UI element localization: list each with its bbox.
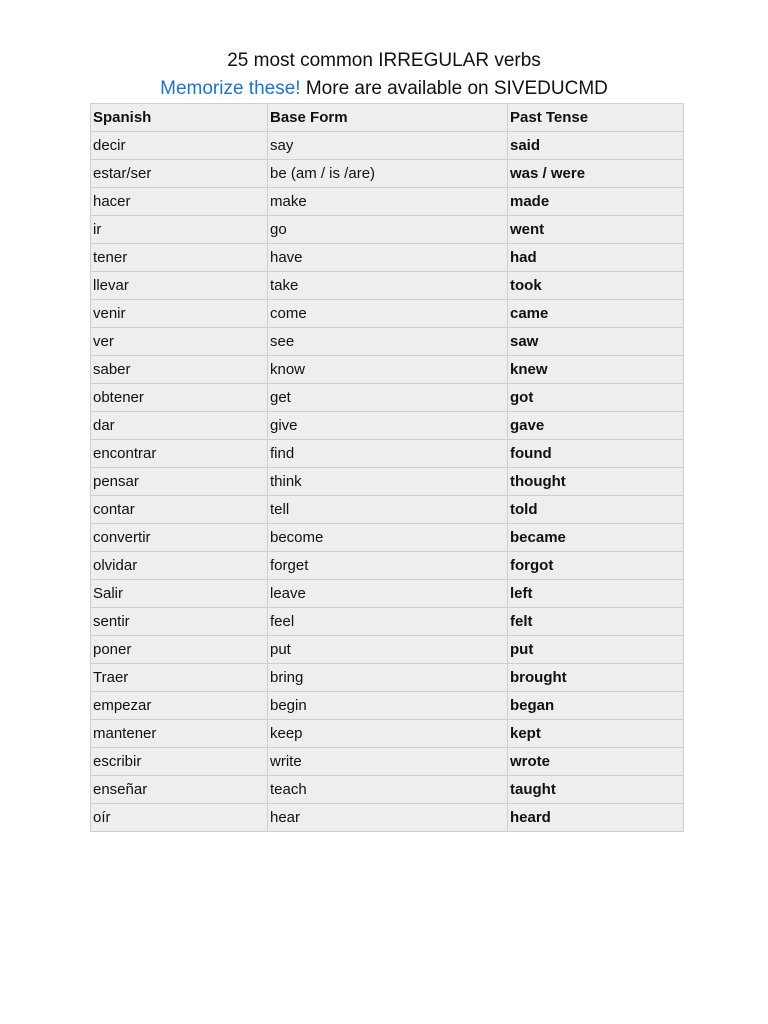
- base-form-cell: begin: [268, 692, 508, 720]
- page-title: 25 most common IRREGULAR verbs: [227, 50, 541, 71]
- table-row: [91, 748, 684, 776]
- base-form-cell: keep: [268, 720, 508, 748]
- spanish-cell: ver: [91, 328, 268, 356]
- table-row: [91, 300, 684, 328]
- table-row: [91, 468, 684, 496]
- table-header-row: [91, 104, 684, 132]
- past-tense-cell: kept: [508, 720, 684, 748]
- base-form-cell: teach: [268, 776, 508, 804]
- spanish-cell: contar: [91, 496, 268, 524]
- past-tense-cell: wrote: [508, 748, 684, 776]
- base-form-cell: give: [268, 412, 508, 440]
- spanish-cell: llevar: [91, 272, 268, 300]
- spanish-cell: venir: [91, 300, 268, 328]
- spanish-cell: empezar: [91, 692, 268, 720]
- base-form-cell: think: [268, 468, 508, 496]
- base-form-cell: be (am / is /are): [268, 160, 508, 188]
- past-tense-cell: heard: [508, 804, 684, 832]
- verbs-table: [90, 103, 684, 832]
- base-form-cell: bring: [268, 664, 508, 692]
- spanish-cell: convertir: [91, 524, 268, 552]
- table-row: [91, 412, 684, 440]
- spanish-cell: enseñar: [91, 776, 268, 804]
- spanish-cell: poner: [91, 636, 268, 664]
- table-row: [91, 160, 684, 188]
- table-row: [91, 188, 684, 216]
- page-subtitle: [0, 76, 768, 102]
- spanish-cell: ir: [91, 216, 268, 244]
- spanish-cell: obtener: [91, 384, 268, 412]
- base-form-cell: write: [268, 748, 508, 776]
- table-row: [91, 132, 684, 160]
- past-tense-cell: went: [508, 216, 684, 244]
- past-tense-cell: said: [508, 132, 684, 160]
- table-row: [91, 496, 684, 524]
- past-tense-cell: began: [508, 692, 684, 720]
- spanish-cell: estar/ser: [91, 160, 268, 188]
- past-tense-cell: got: [508, 384, 684, 412]
- spanish-cell: Traer: [91, 664, 268, 692]
- spanish-cell: decir: [91, 132, 268, 160]
- base-form-cell: leave: [268, 580, 508, 608]
- table-row: [91, 244, 684, 272]
- table-row: [91, 552, 684, 580]
- table-row: [91, 580, 684, 608]
- past-tense-cell: took: [508, 272, 684, 300]
- base-form-cell: forget: [268, 552, 508, 580]
- base-form-cell: see: [268, 328, 508, 356]
- spanish-cell: escribir: [91, 748, 268, 776]
- past-tense-cell: became: [508, 524, 684, 552]
- base-form-cell: find: [268, 440, 508, 468]
- table-row: [91, 636, 684, 664]
- past-tense-cell: forgot: [508, 552, 684, 580]
- spanish-cell: Salir: [91, 580, 268, 608]
- table-row: [91, 356, 684, 384]
- past-tense-cell: left: [508, 580, 684, 608]
- past-tense-cell: gave: [508, 412, 684, 440]
- table-row: [91, 272, 684, 300]
- subtitle-rest: More are available on SIVEDUCMD: [305, 78, 608, 99]
- base-form-cell: have: [268, 244, 508, 272]
- base-form-cell: say: [268, 132, 508, 160]
- past-tense-cell: thought: [508, 468, 684, 496]
- table-row: [91, 664, 684, 692]
- table-row: [91, 440, 684, 468]
- header-base-form: Base Form: [268, 104, 508, 132]
- past-tense-cell: was / were: [508, 160, 684, 188]
- base-form-cell: tell: [268, 496, 508, 524]
- spanish-cell: mantener: [91, 720, 268, 748]
- spanish-cell: saber: [91, 356, 268, 384]
- spanish-cell: oír: [91, 804, 268, 832]
- base-form-cell: get: [268, 384, 508, 412]
- table-row: [91, 328, 684, 356]
- header-past-tense: Past Tense: [508, 104, 684, 132]
- base-form-cell: come: [268, 300, 508, 328]
- base-form-cell: hear: [268, 804, 508, 832]
- table-row: [91, 804, 684, 832]
- past-tense-cell: put: [508, 636, 684, 664]
- table-row: [91, 216, 684, 244]
- base-form-cell: take: [268, 272, 508, 300]
- base-form-cell: know: [268, 356, 508, 384]
- table-row: [91, 720, 684, 748]
- spanish-cell: olvidar: [91, 552, 268, 580]
- base-form-cell: feel: [268, 608, 508, 636]
- past-tense-cell: saw: [508, 328, 684, 356]
- table-row: [91, 692, 684, 720]
- past-tense-cell: brought: [508, 664, 684, 692]
- table-row: [91, 524, 684, 552]
- spanish-cell: tener: [91, 244, 268, 272]
- spanish-cell: dar: [91, 412, 268, 440]
- base-form-cell: make: [268, 188, 508, 216]
- base-form-cell: put: [268, 636, 508, 664]
- spanish-cell: encontrar: [91, 440, 268, 468]
- table-row: [91, 776, 684, 804]
- past-tense-cell: found: [508, 440, 684, 468]
- table-row: [91, 608, 684, 636]
- past-tense-cell: had: [508, 244, 684, 272]
- subtitle-highlight: Memorize these!: [160, 78, 301, 99]
- past-tense-cell: came: [508, 300, 684, 328]
- spanish-cell: sentir: [91, 608, 268, 636]
- base-form-cell: become: [268, 524, 508, 552]
- spanish-cell: pensar: [91, 468, 268, 496]
- past-tense-cell: felt: [508, 608, 684, 636]
- past-tense-cell: knew: [508, 356, 684, 384]
- past-tense-cell: made: [508, 188, 684, 216]
- spanish-cell: hacer: [91, 188, 268, 216]
- table-row: [91, 384, 684, 412]
- past-tense-cell: taught: [508, 776, 684, 804]
- table-body: [91, 132, 684, 832]
- past-tense-cell: told: [508, 496, 684, 524]
- header-spanish: Spanish: [91, 104, 268, 132]
- base-form-cell: go: [268, 216, 508, 244]
